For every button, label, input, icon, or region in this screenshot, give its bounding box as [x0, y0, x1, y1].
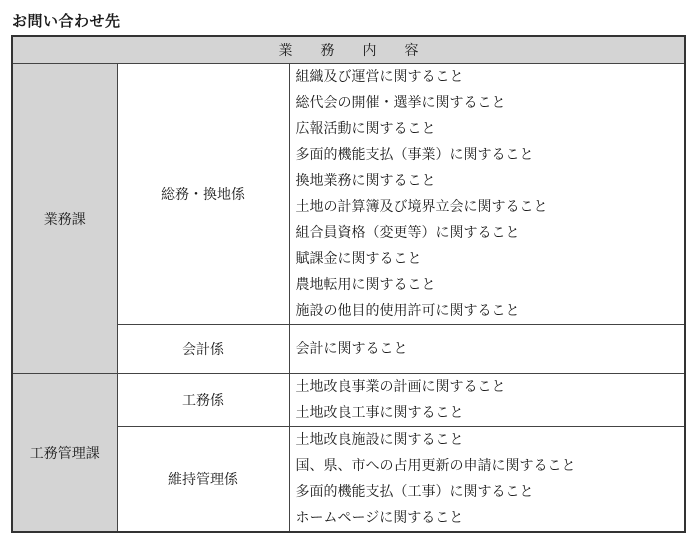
duty-item: 総代会の開催・選挙に関すること: [295, 95, 506, 111]
department-cell: 工務管理課: [12, 374, 117, 533]
header-char: 業: [278, 43, 293, 59]
duty-item: 多面的機能支払（工事）に関すること: [295, 484, 534, 500]
duty-item: 組合員資格（変更等）に関すること: [295, 225, 520, 241]
section-cell: 会計係: [117, 325, 289, 374]
department-cell: 業務課: [12, 64, 117, 374]
duties-cell: [289, 374, 685, 427]
table-row: [12, 374, 685, 427]
section-cell: 工務係: [117, 374, 289, 427]
duty-item: 土地改良工事に関すること: [295, 405, 464, 421]
duty-item: 施設の他目的使用許可に関すること: [295, 303, 520, 319]
section-cell: 総務・換地係: [117, 64, 289, 325]
duty-item: 農地転用に関すること: [295, 277, 436, 293]
duty-item: 広報活動に関すること: [295, 121, 436, 137]
duty-table: [11, 35, 686, 533]
table-header: [12, 36, 685, 64]
duty-item: 国、県、市への占用更新の申請に関すること: [295, 458, 576, 474]
header-char: 容: [404, 43, 419, 59]
duty-item: ホームページに関すること: [295, 510, 464, 526]
header-char: 務: [320, 43, 335, 59]
duty-item: 会計に関すること: [295, 341, 408, 357]
section-cell: 維持管理係: [117, 427, 289, 533]
header-char: 内: [362, 43, 377, 59]
duties-cell: [289, 325, 685, 374]
duties-cell: [289, 64, 685, 325]
duty-item: 土地改良事業の計画に関すること: [295, 379, 506, 395]
page-title: お問い合わせ先: [12, 12, 121, 30]
table-row: [12, 64, 685, 325]
duty-item: 組織及び運営に関すること: [295, 69, 464, 85]
duty-item: 換地業務に関すること: [295, 173, 436, 189]
duties-cell: [289, 427, 685, 533]
duty-item: 賦課金に関すること: [295, 251, 422, 267]
table-header-row: [12, 36, 685, 64]
duty-item: 土地改良施設に関すること: [295, 432, 464, 448]
duty-item: 多面的機能支払（事業）に関すること: [295, 147, 534, 163]
duty-item: 土地の計算簿及び境界立会に関すること: [295, 199, 548, 215]
